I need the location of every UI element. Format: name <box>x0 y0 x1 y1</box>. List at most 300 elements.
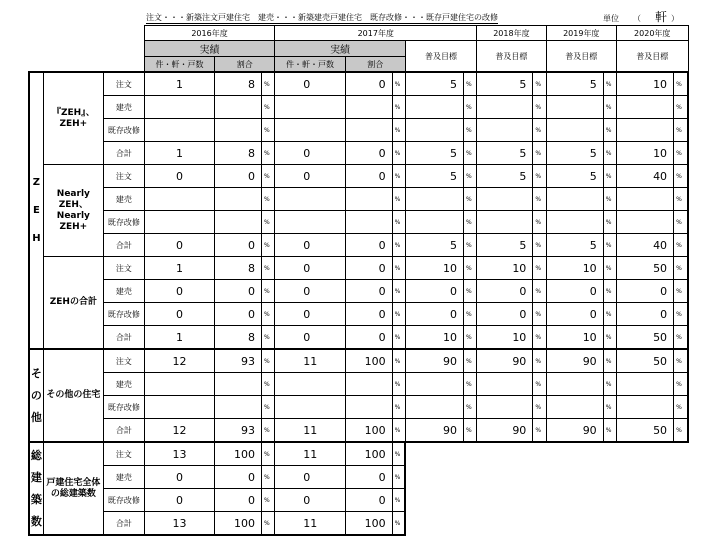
count-2016: 13 <box>144 512 214 536</box>
ratio-header-2016: 割合 <box>215 57 275 73</box>
table-row <box>29 303 688 326</box>
pct-sign: % <box>674 188 688 211</box>
goal-header-2018: 普及目標 <box>477 41 546 73</box>
pct-sign: % <box>533 96 546 119</box>
goal-2018 <box>477 96 533 119</box>
count-2016: 0 <box>144 234 214 257</box>
goal-2017: 5 <box>405 234 463 257</box>
pct-sign: % <box>674 326 688 350</box>
goal-2019 <box>546 188 603 211</box>
pct-sign: % <box>603 373 616 396</box>
year-header-2020: 2020年度 <box>616 26 688 41</box>
pct-sign: % <box>674 373 688 396</box>
pct-sign: % <box>533 303 546 326</box>
pct-sign: % <box>533 373 546 396</box>
pct-sign: % <box>463 396 476 419</box>
pct-sign: % <box>603 165 616 188</box>
count-2016 <box>144 96 214 119</box>
pct-sign: % <box>603 419 616 443</box>
count-2017: 0 <box>275 303 345 326</box>
count-2016: 1 <box>144 257 214 280</box>
pct-sign: % <box>463 96 476 119</box>
goal-2017: 0 <box>405 280 463 303</box>
goal-2017: 10 <box>405 257 463 280</box>
ratio-2017: 100 <box>345 442 392 466</box>
goal-2017 <box>405 96 463 119</box>
pct-sign: % <box>603 119 616 142</box>
pct-sign: % <box>392 211 405 234</box>
pct-sign: % <box>533 188 546 211</box>
table-row <box>29 165 688 188</box>
pct-sign: % <box>603 72 616 96</box>
ratio-2016 <box>215 373 262 396</box>
ratio-2017: 0 <box>345 303 392 326</box>
pct-sign: % <box>533 165 546 188</box>
ratio-2016: 8 <box>215 72 262 96</box>
count-2016 <box>144 119 214 142</box>
pct-sign: % <box>262 326 275 350</box>
pct-sign: % <box>262 419 275 443</box>
goal-2018 <box>477 119 533 142</box>
corner-blank <box>29 57 144 73</box>
empty-area <box>405 442 688 466</box>
ratio-2017: 0 <box>345 165 392 188</box>
row-type-label: 建売 <box>103 96 144 119</box>
goal-2018: 90 <box>477 419 533 443</box>
count-2016: 1 <box>144 142 214 165</box>
goal-2020: 50 <box>616 349 673 373</box>
row-type-label: 注文 <box>103 349 144 373</box>
row-type-label: 注文 <box>103 257 144 280</box>
pct-sign: % <box>392 442 405 466</box>
unit-paren-open: （ <box>633 14 641 23</box>
pct-sign: % <box>463 142 476 165</box>
goal-2018: 5 <box>477 142 533 165</box>
pct-sign: % <box>262 349 275 373</box>
count-2017: 11 <box>275 442 345 466</box>
goal-2019: 10 <box>546 326 603 350</box>
pct-sign: % <box>463 349 476 373</box>
goal-2020: 50 <box>616 257 673 280</box>
ratio-2017 <box>345 373 392 396</box>
goal-2018: 0 <box>477 303 533 326</box>
ratio-2017: 0 <box>345 466 392 489</box>
ratio-2016: 100 <box>215 512 262 536</box>
goal-2019: 0 <box>546 303 603 326</box>
ratio-2016: 0 <box>215 303 262 326</box>
goal-2020 <box>616 188 673 211</box>
count-2017 <box>275 119 345 142</box>
pct-sign: % <box>262 280 275 303</box>
pct-sign: % <box>533 72 546 96</box>
pct-sign: % <box>392 72 405 96</box>
count-2016: 0 <box>144 466 214 489</box>
pct-sign: % <box>392 303 405 326</box>
table-row <box>29 211 688 234</box>
goal-2017: 10 <box>405 326 463 350</box>
group-label: Nearly ZEH、Nearly ZEH+ <box>43 165 103 257</box>
goal-2020: 50 <box>616 419 673 443</box>
table-row <box>29 442 688 466</box>
count-2016: 13 <box>144 442 214 466</box>
pct-sign: % <box>262 303 275 326</box>
goal-header-2020: 普及目標 <box>616 41 688 73</box>
count-2017 <box>275 211 345 234</box>
count-2016: 0 <box>144 303 214 326</box>
goal-2017: 90 <box>405 349 463 373</box>
actual-header-2016: 実績 <box>144 41 275 57</box>
count-2016 <box>144 373 214 396</box>
row-type-label: 既存改修 <box>103 303 144 326</box>
ratio-2017: 100 <box>345 349 392 373</box>
row-type-label: 合計 <box>103 234 144 257</box>
ratio-2017: 100 <box>345 512 392 536</box>
goal-2020 <box>616 211 673 234</box>
ratio-2016: 8 <box>215 257 262 280</box>
count-2017: 11 <box>275 419 345 443</box>
goal-2017: 5 <box>405 165 463 188</box>
pct-sign: % <box>463 280 476 303</box>
pct-sign: % <box>603 142 616 165</box>
pct-sign: % <box>392 188 405 211</box>
pct-sign: % <box>262 396 275 419</box>
goal-2020: 0 <box>616 303 673 326</box>
ratio-2016 <box>215 96 262 119</box>
pct-sign: % <box>603 257 616 280</box>
pct-sign: % <box>262 489 275 512</box>
pct-sign: % <box>262 188 275 211</box>
goal-2018: 90 <box>477 349 533 373</box>
goal-2019: 10 <box>546 257 603 280</box>
pct-sign: % <box>262 234 275 257</box>
count-2017: 0 <box>275 234 345 257</box>
pct-sign: % <box>674 419 688 443</box>
pct-sign: % <box>674 72 688 96</box>
count-2016 <box>144 396 214 419</box>
pct-sign: % <box>533 119 546 142</box>
goal-2020 <box>616 119 673 142</box>
ratio-header-2017: 割合 <box>345 57 405 73</box>
goal-2020: 40 <box>616 165 673 188</box>
count-2017: 11 <box>275 349 345 373</box>
table-row <box>29 373 688 396</box>
goal-2018: 5 <box>477 234 533 257</box>
pct-sign: % <box>674 165 688 188</box>
pct-sign: % <box>262 72 275 96</box>
row-type-label: 注文 <box>103 72 144 96</box>
count-2017 <box>275 96 345 119</box>
count-2017 <box>275 396 345 419</box>
ratio-2017: 0 <box>345 72 392 96</box>
pct-sign: % <box>392 349 405 373</box>
goal-2017 <box>405 119 463 142</box>
goal-2020 <box>616 96 673 119</box>
goal-2019: 0 <box>546 280 603 303</box>
goal-2017 <box>405 396 463 419</box>
pct-sign: % <box>262 512 275 536</box>
goal-2017 <box>405 373 463 396</box>
pct-sign: % <box>262 142 275 165</box>
goal-2019 <box>546 119 603 142</box>
pct-sign: % <box>603 396 616 419</box>
table-row <box>29 257 688 280</box>
year-header-2017: 2017年度 <box>275 26 477 41</box>
ratio-2017: 0 <box>345 142 392 165</box>
row-type-label: 合計 <box>103 512 144 536</box>
pct-sign: % <box>533 419 546 443</box>
pct-sign: % <box>262 466 275 489</box>
ratio-2017 <box>345 96 392 119</box>
pct-sign: % <box>392 326 405 350</box>
pct-sign: % <box>463 419 476 443</box>
pct-sign: % <box>603 234 616 257</box>
pct-sign: % <box>533 211 546 234</box>
ratio-2017: 0 <box>345 489 392 512</box>
ratio-2016: 100 <box>215 442 262 466</box>
goal-2019 <box>546 96 603 119</box>
goal-2019 <box>546 373 603 396</box>
goal-2019: 90 <box>546 419 603 443</box>
pct-sign: % <box>463 303 476 326</box>
ratio-2017: 0 <box>345 280 392 303</box>
goal-2019 <box>546 396 603 419</box>
unit-label: 単位 （ 軒 ） <box>603 10 680 24</box>
pct-sign: % <box>392 280 405 303</box>
goal-2017: 90 <box>405 419 463 443</box>
pct-sign: % <box>262 373 275 396</box>
row-type-label: 既存改修 <box>103 211 144 234</box>
goal-2019: 5 <box>546 234 603 257</box>
row-type-label: 合計 <box>103 142 144 165</box>
ratio-2016: 0 <box>215 466 262 489</box>
pct-sign: % <box>533 396 546 419</box>
section-label-other: そ の 他 <box>29 349 43 442</box>
group-label: 『ZEH』、ZEH+ <box>43 72 103 165</box>
group-label: 戸建住宅全体の総建築数 <box>43 442 103 535</box>
actual-header-2017: 実績 <box>275 41 406 57</box>
pct-sign: % <box>674 234 688 257</box>
pct-sign: % <box>533 257 546 280</box>
table-row <box>29 349 688 373</box>
goal-2018: 0 <box>477 280 533 303</box>
empty-area <box>405 489 688 512</box>
pct-sign: % <box>392 512 405 536</box>
row-type-label: 合計 <box>103 326 144 350</box>
pct-sign: % <box>533 234 546 257</box>
table-row <box>29 119 688 142</box>
goal-2019: 90 <box>546 349 603 373</box>
count-2017 <box>275 373 345 396</box>
pct-sign: % <box>262 257 275 280</box>
count-2017 <box>275 188 345 211</box>
goal-2019 <box>546 211 603 234</box>
row-type-label: 建売 <box>103 466 144 489</box>
ratio-2017 <box>345 119 392 142</box>
count-2016: 0 <box>144 489 214 512</box>
goal-2018 <box>477 396 533 419</box>
pct-sign: % <box>392 373 405 396</box>
ratio-2016 <box>215 188 262 211</box>
ratio-2017: 0 <box>345 257 392 280</box>
unit-value: 軒 <box>655 10 668 24</box>
count-2017: 0 <box>275 489 345 512</box>
count-2017: 0 <box>275 280 345 303</box>
pct-sign: % <box>674 396 688 419</box>
unit-paren-close: ） <box>671 14 680 23</box>
count-2017: 0 <box>275 72 345 96</box>
pct-sign: % <box>392 234 405 257</box>
ratio-2016: 8 <box>215 326 262 350</box>
table-row <box>29 234 688 257</box>
ratio-2017: 0 <box>345 234 392 257</box>
table-row <box>29 96 688 119</box>
goal-2020: 40 <box>616 234 673 257</box>
pct-sign: % <box>674 119 688 142</box>
count-2016 <box>144 211 214 234</box>
ratio-2016: 0 <box>215 234 262 257</box>
goal-2018: 10 <box>477 326 533 350</box>
ratio-2016: 0 <box>215 165 262 188</box>
count-2016: 0 <box>144 280 214 303</box>
pct-sign: % <box>463 326 476 350</box>
pct-sign: % <box>262 442 275 466</box>
goal-2018 <box>477 211 533 234</box>
corner-blank <box>29 26 144 41</box>
table-row <box>29 280 688 303</box>
table-row <box>29 326 688 350</box>
pct-sign: % <box>262 96 275 119</box>
table-row <box>29 188 688 211</box>
count-2016: 1 <box>144 326 214 350</box>
pct-sign: % <box>392 165 405 188</box>
count-2016: 1 <box>144 72 214 96</box>
count-2017: 0 <box>275 142 345 165</box>
pct-sign: % <box>603 303 616 326</box>
count-2016 <box>144 188 214 211</box>
table-row <box>29 419 688 443</box>
goal-2019: 5 <box>546 72 603 96</box>
ratio-2016 <box>215 119 262 142</box>
pct-sign: % <box>392 142 405 165</box>
pct-sign: % <box>463 72 476 96</box>
pct-sign: % <box>392 119 405 142</box>
pct-sign: % <box>533 142 546 165</box>
pct-sign: % <box>603 188 616 211</box>
empty-area <box>405 512 688 536</box>
ratio-2017 <box>345 211 392 234</box>
pct-sign: % <box>533 349 546 373</box>
pct-sign: % <box>674 280 688 303</box>
section-label-zeh: Z E H <box>29 72 43 349</box>
goal-header-2017: 普及目標 <box>405 41 476 73</box>
goal-2020: 10 <box>616 142 673 165</box>
ratio-2016 <box>215 396 262 419</box>
pct-sign: % <box>674 257 688 280</box>
table-row <box>29 512 688 536</box>
pct-sign: % <box>674 303 688 326</box>
row-type-label: 建売 <box>103 373 144 396</box>
ratio-2016: 93 <box>215 419 262 443</box>
pct-sign: % <box>463 119 476 142</box>
pct-sign: % <box>674 349 688 373</box>
section-label-total: 総 建 築 数 <box>29 442 43 535</box>
pct-sign: % <box>262 211 275 234</box>
pct-sign: % <box>392 419 405 443</box>
goal-2020 <box>616 373 673 396</box>
empty-area <box>405 466 688 489</box>
pct-sign: % <box>674 142 688 165</box>
count-2017: 0 <box>275 165 345 188</box>
count-2016: 0 <box>144 165 214 188</box>
ratio-2016: 8 <box>215 142 262 165</box>
goal-2017: 5 <box>405 72 463 96</box>
pct-sign: % <box>463 257 476 280</box>
table-row <box>29 489 688 512</box>
count-2017: 0 <box>275 466 345 489</box>
pct-sign: % <box>463 373 476 396</box>
pct-sign: % <box>603 326 616 350</box>
zeh-table <box>28 25 689 536</box>
pct-sign: % <box>463 165 476 188</box>
goal-2018: 10 <box>477 257 533 280</box>
count-2016: 12 <box>144 419 214 443</box>
pct-sign: % <box>392 257 405 280</box>
goal-2017 <box>405 188 463 211</box>
pct-sign: % <box>533 280 546 303</box>
pct-sign: % <box>392 489 405 512</box>
count-header-2017: 件・軒・戸数 <box>275 57 345 73</box>
goal-2018 <box>477 188 533 211</box>
goal-2017: 5 <box>405 142 463 165</box>
corner-blank <box>29 41 144 57</box>
ratio-2017 <box>345 188 392 211</box>
goal-2019: 5 <box>546 142 603 165</box>
ratio-2016 <box>215 211 262 234</box>
group-label: ZEHの合計 <box>43 257 103 350</box>
goal-2018: 5 <box>477 165 533 188</box>
group-label: その他の住宅 <box>43 349 103 442</box>
goal-2020: 50 <box>616 326 673 350</box>
year-header-2016: 2016年度 <box>144 26 275 41</box>
goal-2017: 0 <box>405 303 463 326</box>
pct-sign: % <box>463 211 476 234</box>
pct-sign: % <box>674 211 688 234</box>
row-type-label: 建売 <box>103 188 144 211</box>
row-type-label: 注文 <box>103 442 144 466</box>
pct-sign: % <box>463 188 476 211</box>
pct-sign: % <box>262 119 275 142</box>
pct-sign: % <box>463 234 476 257</box>
pct-sign: % <box>603 349 616 373</box>
pct-sign: % <box>392 466 405 489</box>
row-type-label: 注文 <box>103 165 144 188</box>
count-2017: 0 <box>275 257 345 280</box>
count-2017: 0 <box>275 326 345 350</box>
count-2016: 12 <box>144 349 214 373</box>
goal-2020: 0 <box>616 280 673 303</box>
row-type-label: 合計 <box>103 419 144 443</box>
pct-sign: % <box>603 211 616 234</box>
ratio-2016: 0 <box>215 280 262 303</box>
table-row <box>29 396 688 419</box>
pct-sign: % <box>262 165 275 188</box>
pct-sign: % <box>392 96 405 119</box>
ratio-2016: 0 <box>215 489 262 512</box>
table-row <box>29 466 688 489</box>
row-type-label: 既存改修 <box>103 489 144 512</box>
ratio-2016: 93 <box>215 349 262 373</box>
goal-2020 <box>616 396 673 419</box>
